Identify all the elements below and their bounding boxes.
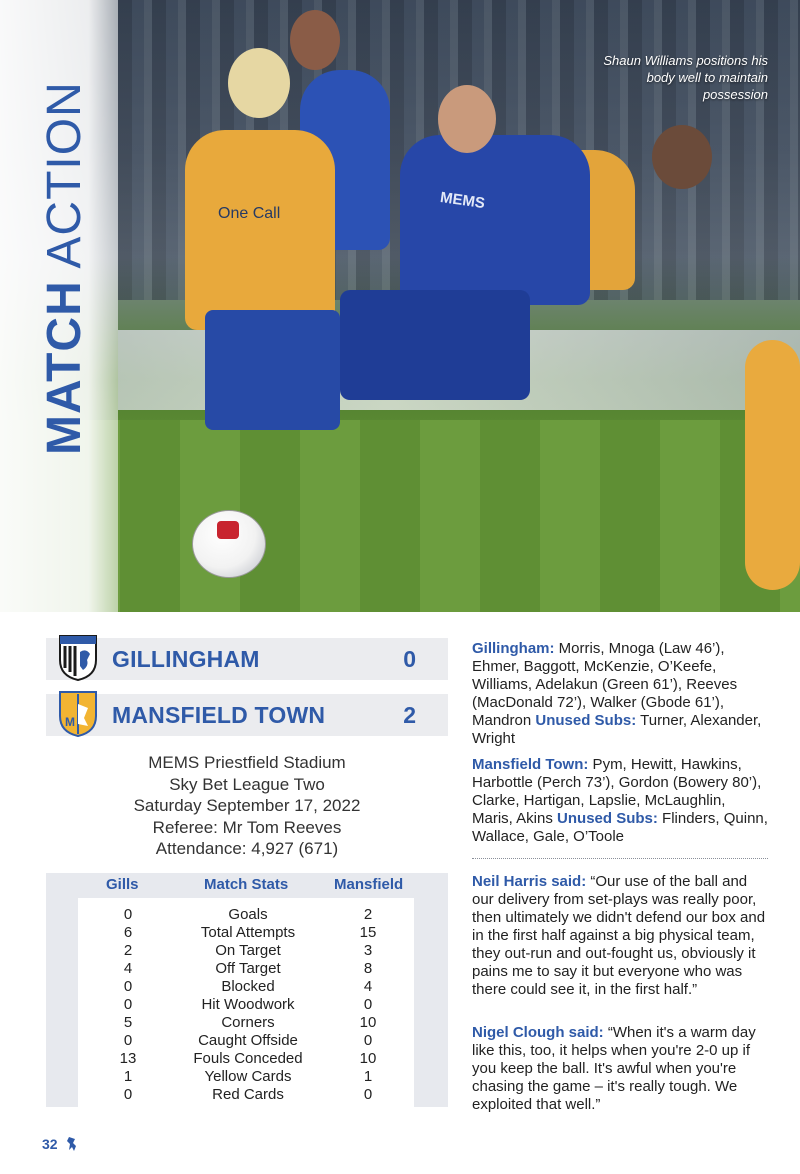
score-row-away [46,694,448,736]
shirt-sponsor-mems: MEMS [439,188,486,213]
stat-away: 0 [363,996,373,1013]
quote-nigel-clough [472,1024,768,1114]
player-head [652,125,712,189]
stat-away: 1 [363,1068,373,1085]
table-row [78,906,414,924]
stat-away: 15 [359,924,377,941]
table-row [78,924,414,942]
stats-body [78,898,414,1107]
player-shaun-williams [400,135,590,305]
stat-label: Blocked [221,978,275,995]
page-title [37,81,92,455]
stat-away: 10 [359,1050,377,1067]
stat-away: 0 [363,1086,373,1103]
lineup-team-label: Gillingham: [472,640,555,657]
referee: Referee: Mr Tom Reeves [152,817,342,837]
football [192,510,266,578]
table-row [78,978,414,996]
attendance: Attendance: 4,927 (671) [155,839,339,858]
svg-text:M: M [65,715,75,729]
table-row [78,1050,414,1068]
competition: Sky Bet League Two [169,774,325,794]
player-shorts [205,310,340,430]
player-mansfield-edge [745,340,800,590]
match-info [46,752,448,860]
stat-label: On Target [215,942,281,959]
shirt-sponsor-one-call: One Call [218,205,281,222]
quote-neil-harris [472,873,768,999]
unused-subs-label: Unused Subs: [557,810,658,827]
match-date: Saturday September 17, 2022 [133,796,361,815]
page-title-light: ACTION [38,81,91,269]
quote-speaker: Nigel Clough said: [472,1024,604,1041]
stat-label: Total Attempts [200,924,296,941]
table-row [78,1014,414,1032]
stat-home: 4 [123,960,133,977]
table-row [78,960,414,978]
stat-home: 0 [123,1086,133,1103]
gillingham-lineup [472,640,768,748]
table-row [78,942,414,960]
quote-text: “Our use of the ball and our delivery from set-plays was really poor, then ultimately we didn't defend our box and in the first half against a big physical team, they out-run and out-fought us, obviously it pains me to say it but everyone who was there could see it, in the first half.” [472,873,766,998]
divider [472,858,768,859]
lineup-team-label: Mansfield Town: [472,756,589,773]
pitch [0,420,800,612]
stat-label: Fouls Conceded [193,1050,303,1067]
stat-home: 2 [123,942,133,959]
table-row [78,1032,414,1050]
stat-home: 1 [123,1068,133,1085]
stat-label: Corners [221,1014,275,1031]
table-row [78,1086,414,1104]
stat-home: 0 [123,906,133,923]
mansfield-crest-icon [58,690,98,738]
stat-home: 0 [123,996,133,1013]
lineup-players: Pym, Hewitt, Hawkins, Harbottle (Perch 73’), Gordon (Bowery 80’), Clarke, Hartigan, Lapslie, McLaughlin, Maris, Akins [472,756,762,827]
stat-label: Off Target [215,960,281,977]
player-head [438,85,496,153]
stat-away: 2 [363,906,373,923]
photo-caption: Shaun Williams positions his body well to maintain possession [603,53,768,102]
mansfield-lineup [472,756,768,846]
stat-home: 0 [123,1032,133,1049]
player-mansfield-left [185,130,335,330]
stat-home: 5 [123,1014,133,1031]
away-team-score: 2 [403,702,416,728]
stat-away: 3 [363,942,373,959]
gillingham-crest-icon [58,634,98,682]
quote-speaker: Neil Harris said: [472,873,587,890]
stat-label: Yellow Cards [204,1068,292,1085]
stat-label: Hit Woodwork [201,996,295,1013]
stats-header-match-stats: Match Stats [204,876,289,893]
stat-home: 6 [123,924,133,941]
home-team-score: 0 [403,646,416,672]
stat-label: Red Cards [212,1086,284,1103]
stat-label: Caught Offside [198,1032,298,1049]
stat-away: 4 [363,978,373,995]
page-title-bold: MATCH [38,280,91,455]
lineup-players: Morris, Mnoga (Law 46’), Ehmer, Baggott, McKenzie, O’Keefe, Williams, Adelakun (Green 61’), Reeves (MacDonald 72’), Walker (Gbode 61’), Mandron [472,640,738,729]
table-row [78,1068,414,1086]
unused-subs: Flinders, Quinn, Wallace, Gale, O’Toole [472,810,768,845]
stadium: MEMS Priestfield Stadium [148,753,346,772]
title-strip [0,0,118,612]
page-number: 32 [42,1136,58,1152]
unused-subs-label: Unused Subs: [535,712,637,729]
stat-home: 0 [123,978,133,995]
stats-header-gills: Gills [106,876,139,893]
gillingham-horse-icon [66,1136,78,1152]
score-row-home [46,638,448,680]
stat-label: Goals [228,906,268,923]
player-head [290,10,340,70]
quote-text: “When it's a warm day like this, too, it helps when you're 2-0 up if you keep the ball. It's awful when you're chasing the game – it's really tough. We exploited that well.” [472,1024,756,1113]
player-head [228,48,290,118]
table-row [78,996,414,1014]
stat-home: 13 [119,1050,137,1067]
stat-away: 0 [363,1032,373,1049]
stats-header-mansfield: Mansfield [334,876,404,893]
stat-away: 8 [363,960,373,977]
away-team-name: MANSFIELD TOWN [112,702,326,728]
home-team-name: GILLINGHAM [112,646,260,672]
stat-away: 10 [359,1014,377,1031]
player-shorts [340,290,530,400]
unused-subs: Turner, Alexander, Wright [472,712,762,747]
match-stats-table [46,873,448,1107]
